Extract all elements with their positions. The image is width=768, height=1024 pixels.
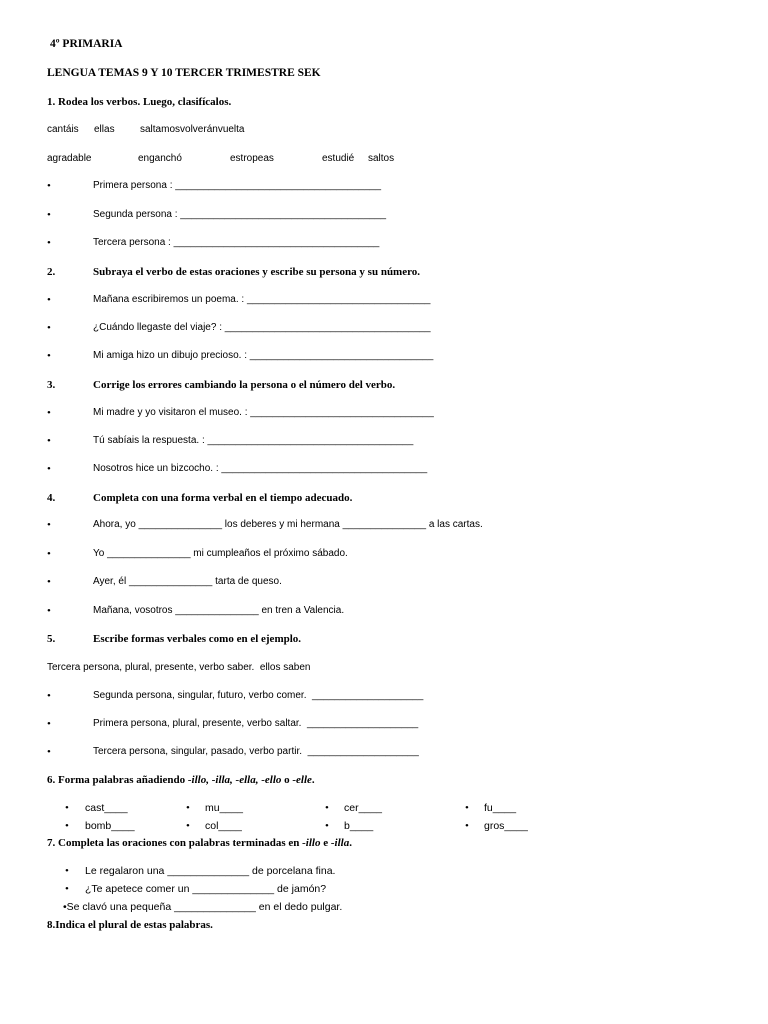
bullet: • [465, 820, 469, 832]
item-text: •Se clavó una pequeña ______________ en el dedo pulgar. [63, 901, 343, 913]
item-text: Segunda persona, singular, futuro, verbo comer. ____________________ [93, 690, 424, 701]
bullet: • [47, 576, 51, 588]
bullet: • [47, 435, 51, 447]
item-text: Mañana escribiremos un poema. : _________________________________ [93, 294, 431, 305]
item-text: Tercera persona, singular, pasado, verbo partir. ____________________ [93, 746, 419, 757]
word-blank: cast____ [85, 802, 128, 814]
word-estropeas: estropeas [230, 153, 274, 164]
list-item [0, 690, 768, 703]
word-blank: mu____ [205, 802, 243, 814]
section4-heading [0, 492, 768, 505]
bullet: • [47, 322, 51, 334]
grade-heading: 4º PRIMARIA [50, 38, 123, 50]
item-text: Le regalaron una ______________ de porcelana fina. [85, 865, 336, 877]
section7-end: . [349, 837, 352, 849]
bullet: • [47, 548, 51, 560]
section4-title: Completa con una forma verbal en el tiempo adecuado. [93, 492, 353, 504]
list-item [0, 746, 768, 759]
bullet: • [465, 802, 469, 814]
bullet: • [325, 820, 329, 832]
section6-title-prefix: 6. Forma palabras añadiendo [47, 774, 188, 786]
bullet: • [47, 746, 51, 758]
section5-heading [0, 633, 768, 646]
section7-title [47, 837, 352, 850]
section6-or: o [281, 774, 293, 786]
list-item [0, 576, 768, 589]
bullet: • [47, 294, 51, 306]
item-text: Segunda persona : _____________________________________ [93, 209, 387, 220]
section8-title: 8.Indica el plural de estas palabras. [47, 919, 213, 931]
section-number: 2. [47, 266, 56, 278]
bullet: • [47, 407, 51, 419]
list-item [0, 519, 768, 532]
section2-title: Subraya el verbo de estas oraciones y escribe su persona y su número. [93, 266, 421, 278]
item-text: Ayer, él _______________ tarta de queso. [93, 576, 282, 587]
bullet: • [47, 237, 51, 249]
bullet: • [47, 180, 51, 192]
item-text: ¿Cuándo llegaste del viaje? : _____________________________________ [93, 322, 431, 333]
section-number: 3. [47, 379, 56, 391]
list-item [0, 407, 768, 420]
bullet: • [65, 883, 69, 895]
bullet: • [65, 820, 69, 832]
item-text: Mi madre y yo visitaron el museo. : _________________________________ [93, 407, 434, 418]
list-item [0, 237, 768, 250]
section7-suffix-illo: -illo [302, 837, 321, 849]
bullet: • [65, 865, 69, 877]
list-item [0, 435, 768, 448]
word-saltamos: saltamosvolveránvuelta [140, 124, 245, 135]
word-grid-row [0, 820, 768, 833]
bullet: • [47, 718, 51, 730]
word-estudie: estudié [322, 153, 355, 164]
section7-suffix-illa: -illa [330, 837, 350, 849]
list-item [0, 350, 768, 363]
list-item [0, 209, 768, 222]
word-ellas: ellas [94, 124, 115, 135]
list-item [0, 901, 768, 914]
item-text: Primera persona : _____________________________________ [93, 180, 382, 191]
list-item [0, 180, 768, 193]
item-text: Tú sabíais la respuesta. : _____________________________________ [93, 435, 414, 446]
section6-suffixes: -illo, -illa, -ella, -ello [187, 774, 282, 786]
section7-title-prefix: 7. Completa las oraciones con palabras terminadas en [47, 837, 303, 849]
word-blank: b____ [344, 820, 374, 832]
item-text: Mañana, vosotros _______________ en tren a Valencia. [93, 605, 345, 616]
item-text: ¿Te apetece comer un ______________ de jamón? [85, 883, 327, 895]
word-blank: fu____ [484, 802, 517, 814]
word-cantais: cantáis [47, 124, 79, 135]
list-item [0, 865, 768, 878]
section5-title: Escribe formas verbales como en el ejemplo. [93, 633, 302, 645]
word-blank: cer____ [344, 802, 382, 814]
bullet: • [186, 802, 190, 814]
list-item [0, 548, 768, 561]
section3-heading [0, 379, 768, 392]
section-number: 5. [47, 633, 56, 645]
item-text: Yo _______________ mi cumpleaños el próximo sábado. [93, 548, 348, 559]
word-engancho: enganchó [138, 153, 182, 164]
section6-title [47, 774, 315, 787]
bullet: • [47, 209, 51, 221]
list-item [0, 605, 768, 618]
bullet: • [47, 690, 51, 702]
word-agradable: agradable [47, 153, 92, 164]
section1-title: 1. Rodea los verbos. Luego, clasifícalos. [47, 96, 232, 108]
section6-last-suffix: -elle [292, 774, 312, 786]
bullet: • [186, 820, 190, 832]
item-text: Primera persona, plural, presente, verbo saltar. ____________________ [93, 718, 419, 729]
page-title: LENGUA TEMAS 9 Y 10 TERCER TRIMESTRE SEK [47, 67, 321, 79]
section-number: 4. [47, 492, 56, 504]
section2-heading [0, 266, 768, 279]
list-item [0, 463, 768, 476]
section7-and: e [320, 837, 331, 849]
word-blank: gros____ [484, 820, 528, 832]
bullet: • [47, 605, 51, 617]
word-blank: bomb____ [85, 820, 135, 832]
item-text: Ahora, yo _______________ los deberes y mi hermana _______________ a las cartas. [93, 519, 483, 530]
item-text: Tercera persona : _____________________________________ [93, 237, 380, 248]
bullet: • [47, 350, 51, 362]
word-blank: col____ [205, 820, 242, 832]
bullet: • [325, 802, 329, 814]
word-grid-row [0, 802, 768, 815]
word-saltos: saltos [368, 153, 395, 164]
list-item [0, 294, 768, 307]
list-item [0, 718, 768, 731]
item-text: Mi amiga hizo un dibujo precioso. : _________________________________ [93, 350, 434, 361]
section3-title: Corrige los errores cambiando la persona o el número del verbo. [93, 379, 396, 391]
bullet: • [47, 463, 51, 475]
item-text: Nosotros hice un bizcocho. : _____________________________________ [93, 463, 428, 474]
list-item [0, 883, 768, 896]
section5-example: Tercera persona, plural, presente, verbo saber. ellos saben [47, 662, 311, 673]
bullet: • [65, 802, 69, 814]
list-item [0, 322, 768, 335]
bullet: • [47, 519, 51, 531]
section6-end: . [311, 774, 315, 786]
